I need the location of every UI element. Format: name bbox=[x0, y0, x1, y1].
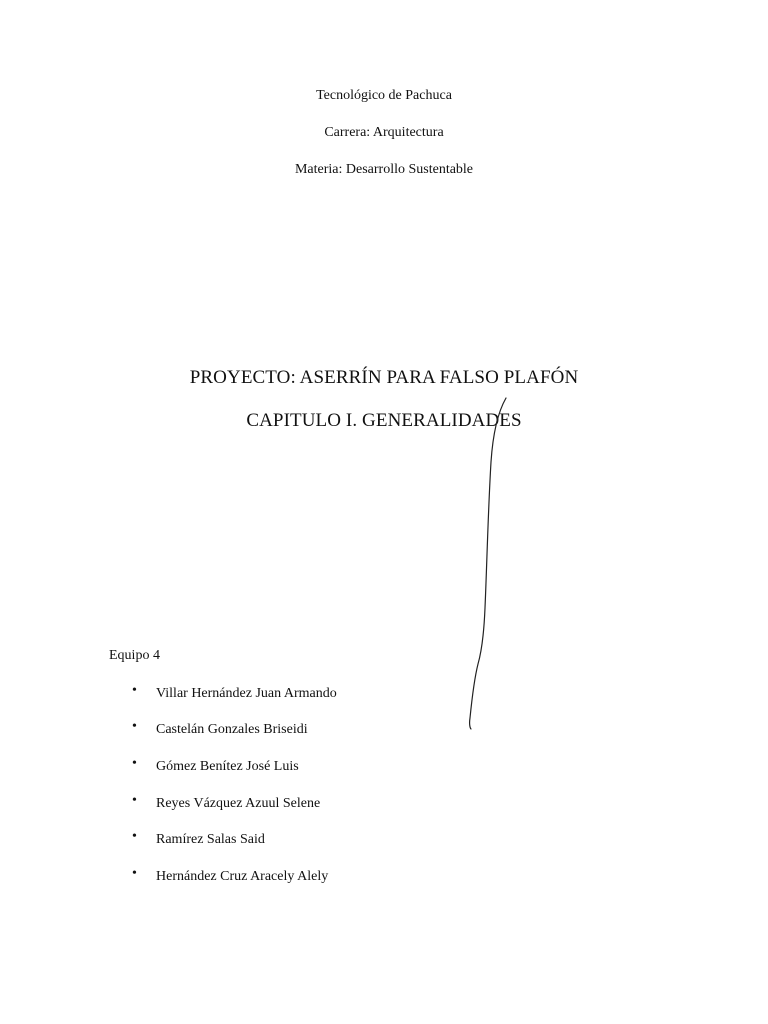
career-line: Carrera: Arquitectura bbox=[324, 125, 444, 140]
bullet-icon: • bbox=[132, 829, 137, 844]
team-member-name: Villar Hernández Juan Armando bbox=[156, 686, 337, 701]
team-member-name: Hernández Cruz Aracely Alely bbox=[156, 869, 329, 884]
team-member-item bbox=[132, 684, 337, 702]
team-member-name: Gómez Benítez José Luis bbox=[156, 759, 299, 774]
team-label: Equipo 4 bbox=[109, 648, 160, 663]
bullet-icon: • bbox=[132, 756, 137, 771]
team-member-item bbox=[132, 757, 299, 775]
team-member-name: Reyes Vázquez Azuul Selene bbox=[156, 796, 321, 811]
team-member-item bbox=[132, 794, 320, 812]
team-member-item bbox=[132, 867, 328, 885]
team-member-item bbox=[132, 830, 265, 848]
subject-line: Materia: Desarrollo Sustentable bbox=[294, 162, 474, 177]
bullet-icon: • bbox=[132, 793, 137, 808]
team-member-item bbox=[132, 720, 308, 738]
bullet-icon: • bbox=[132, 866, 137, 881]
team-member-name: Ramírez Salas Said bbox=[156, 832, 265, 847]
team-member-name: Castelán Gonzales Briseidi bbox=[156, 722, 308, 737]
bullet-icon: • bbox=[132, 683, 137, 698]
institution-name: Tecnológico de Pachuca bbox=[316, 88, 452, 103]
bullet-icon: • bbox=[132, 719, 137, 734]
chapter-title: CAPITULO I. GENERALIDADES bbox=[246, 410, 522, 431]
project-title: PROYECTO: ASERRÍN PARA FALSO PLAFÓN bbox=[189, 367, 579, 388]
